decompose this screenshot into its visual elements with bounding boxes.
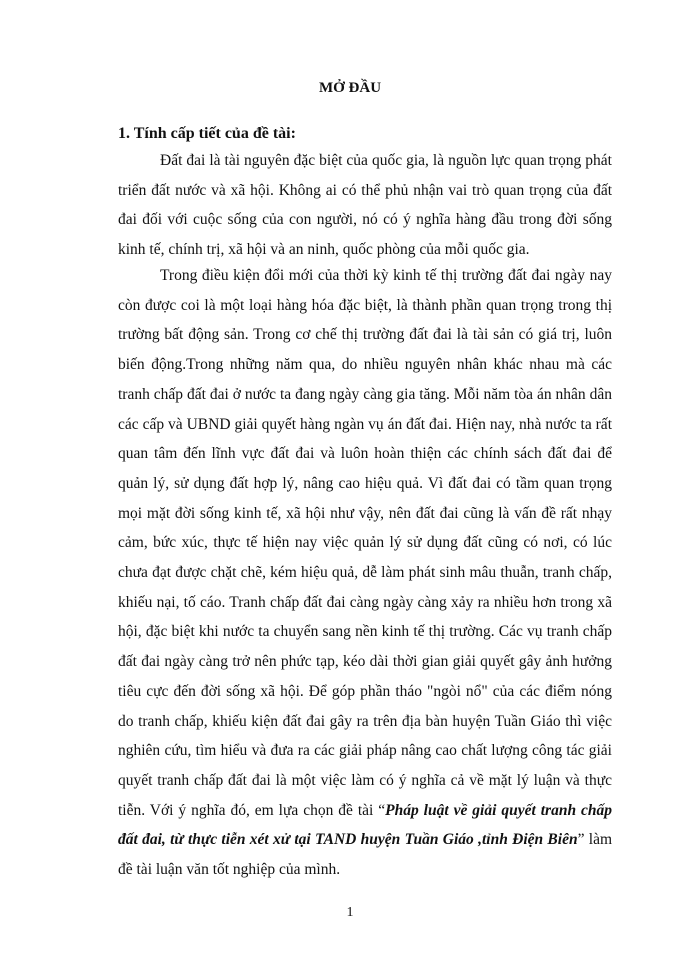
- page-title: MỞ ĐẦU: [318, 80, 382, 96]
- section-heading: 1. Tính cấp tiết của đề tài:: [118, 125, 296, 142]
- page-number: 1: [346, 905, 354, 920]
- paragraph-2-main: Trong điều kiện đổi mới của thời kỳ kinh tế thị trường đất đai ngày nay còn được coi là một loại hàng hóa đặc biệt, là thành phần quan trọng trong thị trường bất động sản. Trong cơ chế thị trường đất đai là tài sản có giá trị, luôn biến động.Trong những năm qua, do nhiều nguyên nhân khác nhau mà các tranh chấp đất đai ở nước ta đang ngày càng gia tăng. Mỗi năm tòa án nhân dân các cấp và UBND giải quyết hàng ngàn vụ án đất đai. Hiện nay, nhà nước ta rất quan tâm đến lĩnh vực đất đai và luôn hoàn thiện các chính sách đất đai để quản lý, sử dụng đất hợp lý, nâng cao hiệu quả. Vì đất đai có tầm quan trọng mọi mặt đời sống kinh tế, xã hội như vậy, nên đất đai cũng là vấn đề rất nhạy cảm, bức xúc, thực tế hiện nay việc quản lý sử dụng đất cũng có nơi, có lúc chưa đạt được chặt chẽ, kém hiệu quả, dễ làm phát sinh mâu thuẫn, tranh chấp, khiếu nại, tố cáo. Tranh chấp đất đai càng ngày càng xảy ra nhiều hơn trong xã hội, đặc biệt khi nước ta chuyển sang nền kinh tế thị trường. Các vụ tranh chấp đất đai ngày càng trở nên phức tạp, kéo dài thời gian giải quyết gây ảnh hưởng tiêu cực đến đời sống xã hội. Để góp phần tháo "ngòi nổ" của các điểm nóng do tranh chấp, khiếu kiện đất đai gây ra trên địa bàn huyện Tuần Giáo thì việc nghiên cứu, tìm hiểu và đưa ra các giải pháp nâng cao chất lượng công tác giải quyết tranh chấp đất đai là một việc làm có ý nghĩa cả về mặt lý luận và thực tiễn. Với ý nghĩa đó, em lựa chọn đề tài “: [118, 267, 612, 819]
- paragraph-2: [118, 261, 612, 885]
- paragraph-1: Đất đai là tài nguyên đặc biệt của quốc gia, là nguồn lực quan trọng phát triển đất nước và xã hội. Không ai có thể phủ nhận vai trò quan trọng của đất đai đối với cuộc sống của con người, nó có ý nghĩa hàng đầu trong đời sống kinh tế, chính trị, xã hội và an ninh, quốc phòng của mỗi quốc gia.: [118, 152, 612, 259]
- paragraph-2-end: ” làm đề tài luận văn tốt nghiệp của mình.: [118, 831, 613, 879]
- thesis-topic: Pháp luật về giải quyết tranh chấp đất đai, từ thực tiễn xét xử tại TAND huyện Tuần Giáo ,tỉnh Điện Biên: [118, 801, 613, 849]
